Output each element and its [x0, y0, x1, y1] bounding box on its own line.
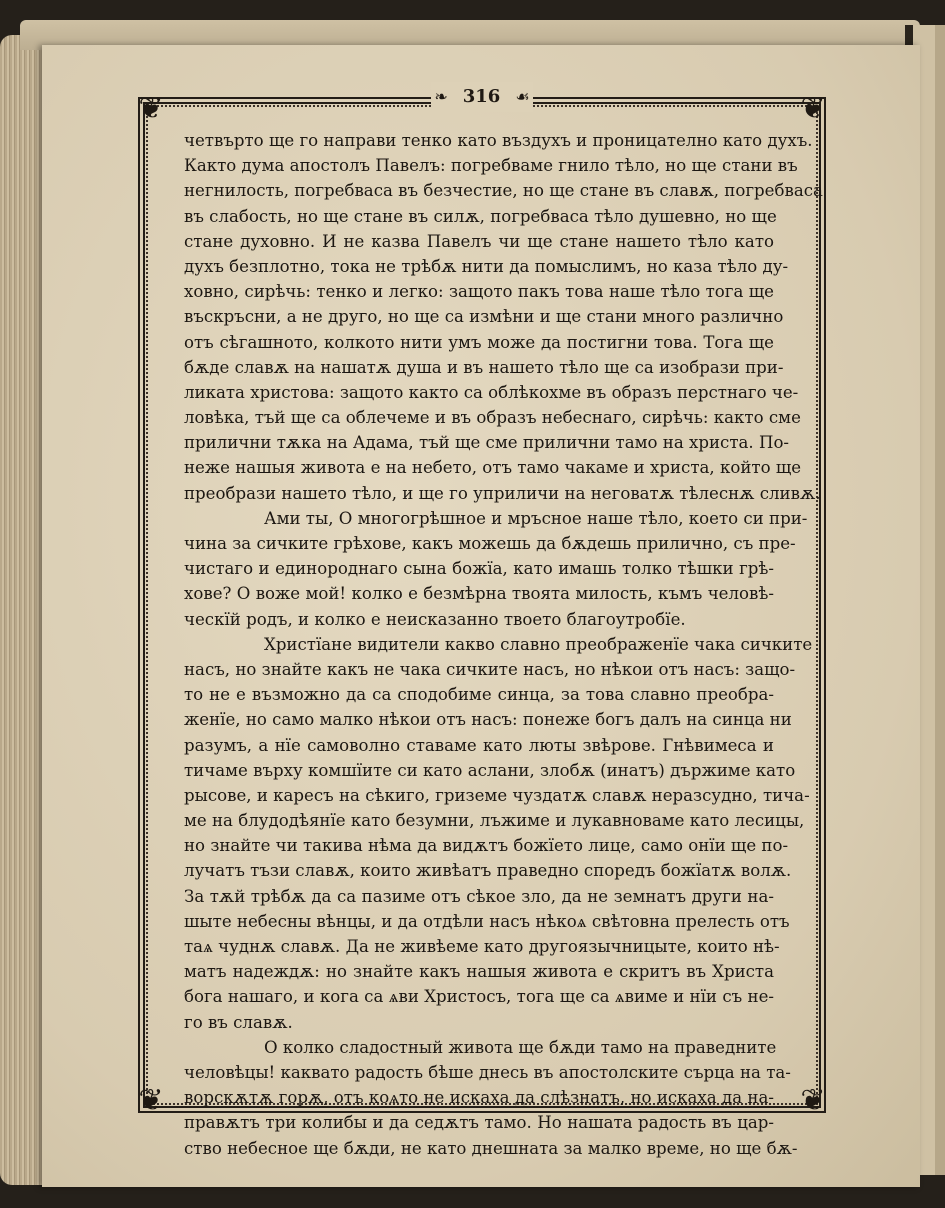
text-line: бога нашаго, и кога са ѧви Христосъ, тога ще са ѧвиме и нїи съ не- [184, 987, 774, 1007]
text-line: женїе, но само малко нѣкои отъ насъ: понеже богъ далъ на синца ни [184, 710, 792, 730]
corner-ornament-icon: ❦ [138, 1083, 164, 1118]
text-line: За тѫй трѣбѫ да са пазиме отъ сѣкое зло, да не земнатъ други на- [184, 886, 774, 906]
text-line: стане духовно. И не казва Павелъ чи ще стане нашето тѣло като [184, 231, 774, 251]
text-line: го въ славѫ. [184, 1012, 293, 1032]
text-line: четвърто ще го направи тенко като въздухъ и проницателно като духъ. [184, 131, 813, 150]
text-line: ликата христова: защото както са облѣкохме въ образъ перстнаго че- [184, 382, 799, 402]
text-line: но знайте чи такива нѣма да видѫтъ божїето лице, само онїи ще по- [184, 836, 789, 856]
text-line: Както дума апостолъ Павелъ: погребваме гнило тѣло, но ще стани въ [184, 156, 798, 176]
text-line: ховно, сирѣчь: тенко и легко: защото пакъ това наше тѣло тога ще [184, 282, 774, 302]
text-line: въскръсни, а не друго, но ще са измѣни и ще стани много различно [184, 307, 784, 327]
text-line: въ слабость, но ще стане въ силѫ, погребваса тѣло душевно, но ще [184, 206, 777, 226]
text-line: чистаго и единороднаго сына божїа, като имашь толко тѣшки грѣ- [184, 559, 774, 579]
text-line: ловѣка, тъй ще са облечеме и въ образъ небеснаго, сирѣчь: както сме [184, 408, 801, 428]
body-text [184, 128, 823, 1161]
text-line: прилични тѫка на Адама, тъй ще сме прилични тамо на христа. По- [184, 433, 790, 453]
text-line: тичаме върху комшїите си като аслани, злобѫ (инатъ) държиме като [184, 760, 796, 780]
text-line: правѫтъ три колибы и да седѫтъ тамо. Но нашата радость въ цар- [184, 1113, 774, 1133]
text-line: матъ надеждѫ: но знайте какъ нашыя живота е скритъ въ Христа [184, 962, 774, 982]
text-line: чина за сичките грѣхове, какъ можешь да бѫдешь прилично, съ пре- [184, 534, 796, 553]
text-line: рысове, и каресъ на сѣкиго, гриземе чуздатѫ славѫ неразсудно, тича- [184, 785, 810, 805]
text-line: насъ, но знайте какъ не чака сичките насъ, но нѣкои отъ насъ: защо- [184, 659, 796, 679]
text-line: хове? О воже мой! колко е безмѣрна твоята милость, къмъ человѣ- [184, 584, 774, 604]
leaf-ornament-icon: ☙ [512, 82, 532, 112]
text-line: шыте небесны вѣнцы, и да отдѣли насъ нѣкоѧ свѣтовна прелесть отъ [184, 911, 790, 931]
text-line: духъ безплотно, тока не трѣбѫ нити да помыслимъ, но каза тѣло ду- [184, 256, 789, 276]
text-line: О колко сладостный живота ще бѫди тамо на праведните [264, 1037, 777, 1057]
text-line: негнилость, погребваса въ безчестие, но ще стане въ славѫ, погребваса [184, 181, 823, 201]
text-line: ство небесное ще бѫди, не като днешната за малко време, но ще бѫ- [184, 1138, 798, 1158]
text-line: Христїане видители какво славно преображенїе чака сичките [264, 634, 813, 654]
page-header [138, 82, 826, 112]
text-line: то не е възможно да са сподобиме синца, за това славно преобра- [184, 685, 774, 705]
text-line: отъ сѣгашното, колкото нити умъ може да постигни това. Тога ще [184, 332, 774, 352]
text-line: ме на блудодѣянїе като безумни, лъжиме и лукавноваме като лесицы, [184, 811, 805, 831]
text-line: бѫде славѫ на нашатѫ душа и въ нашето тѣло ще са изобрази при- [184, 357, 784, 377]
corner-ornament-icon: ❦ [138, 91, 164, 126]
page-number: 316 [451, 82, 513, 112]
text-line: человѣцы! каквато радость бѣше днесь въ апостолските сърца на та- [184, 1062, 791, 1082]
corner-ornament-icon: ❦ [800, 91, 826, 126]
text-line: таѧ чуднѫ славѫ. Да не живѣеме като другоязычницыте, които нѣ- [184, 937, 780, 956]
text-line: разумъ, а нїе самоволно ставаме като люты звѣрове. Гнѣвимеса и [184, 735, 774, 755]
text-line: преобрази нашето тѣло, и ще го уприличи на неговатѫ тѣлеснѫ сливѫ. [184, 483, 821, 503]
text-line: Ами ты, О многогрѣшное и мръсное наше тѣло, което си при- [264, 508, 808, 528]
leaf-ornament-icon: ❧ [431, 82, 450, 112]
corner-ornament-icon: ❦ [800, 1083, 826, 1118]
text-line: неже нашыя живота е на небето, отъ тамо чакаме и христа, който ще [184, 458, 802, 478]
text-line: ческїй родъ, и колко е неисказанно твоето благоутробїе. [184, 609, 686, 629]
text-line: лучатъ тъзи славѫ, които живѣатъ праведно споредъ божїатѫ волѫ. [184, 861, 792, 881]
text-line: ворскѫтѫ горѫ, отъ коѧто не искаха да слѣзнатъ, но искаха да на- [184, 1088, 774, 1108]
